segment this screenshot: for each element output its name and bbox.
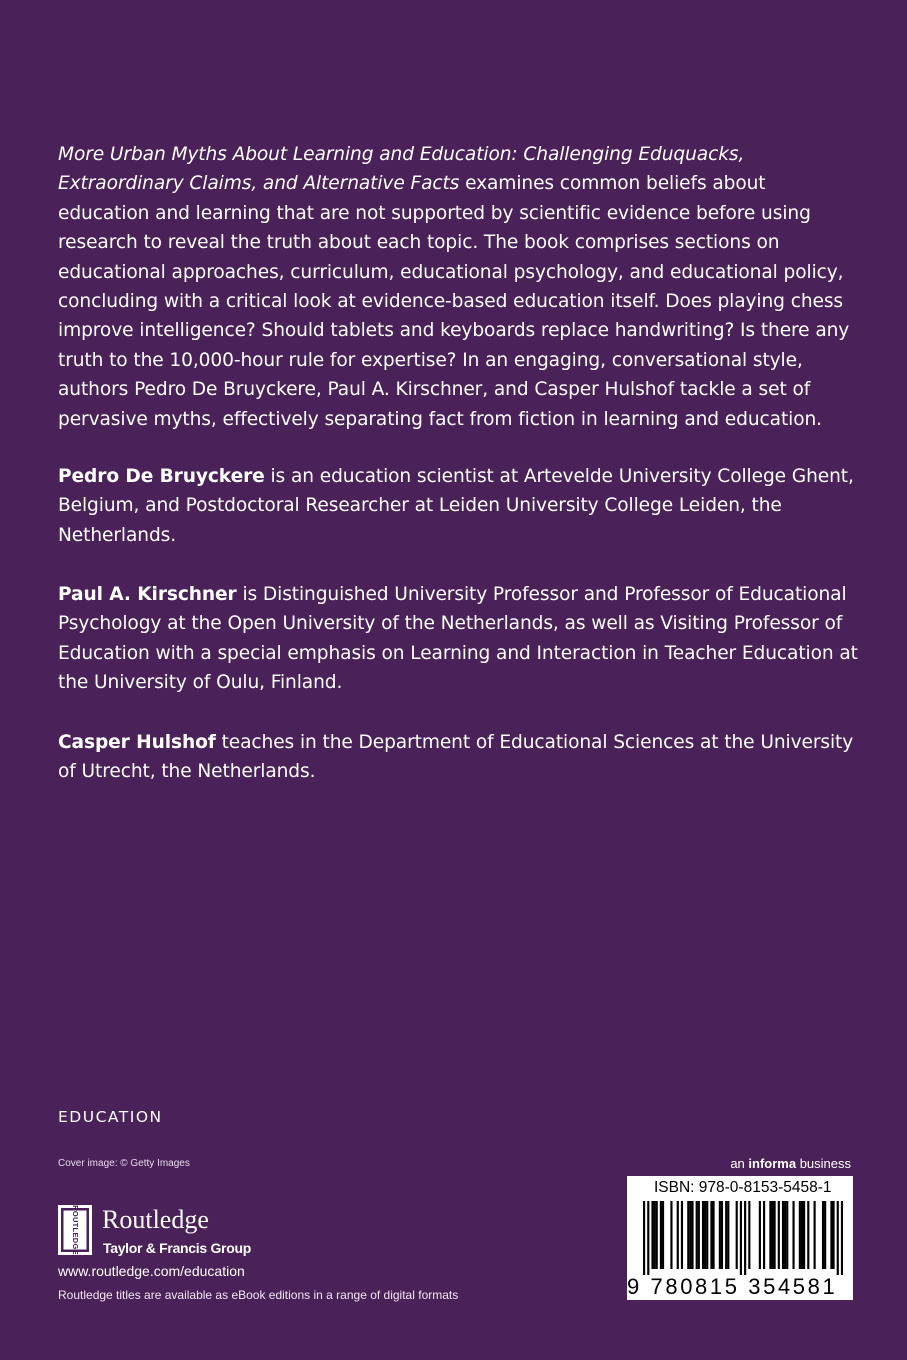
- barcode-bar: [643, 1201, 645, 1275]
- informa-prefix: an: [730, 1156, 749, 1171]
- cover-image-credit: Cover image: © Getty Images: [58, 1158, 190, 1169]
- barcode-bar: [702, 1201, 704, 1269]
- author-name: Pedro De Bruyckere: [58, 466, 265, 487]
- barcode-bar: [719, 1201, 721, 1269]
- publisher-website-link[interactable]: www.routledge.com/education: [58, 1263, 245, 1279]
- barcode-bar: [651, 1201, 653, 1269]
- barcode-bar: [763, 1201, 765, 1269]
- author-name: Casper Hulshof: [58, 732, 216, 753]
- barcode-bars: [633, 1201, 847, 1275]
- publisher-name: Routledge: [102, 1205, 209, 1234]
- author-bio-text: is an education scientist at Artevelde University College Ghent, Belgium, and Postdoctoral Researcher at Leiden University College Leiden, the Netherlands.: [58, 466, 854, 546]
- barcode-bar: [656, 1201, 658, 1269]
- barcode-bar: [824, 1201, 826, 1269]
- barcode-bar: [721, 1201, 723, 1269]
- routledge-logo-icon: [58, 1205, 92, 1255]
- informa-brand: informa: [748, 1156, 797, 1171]
- barcode-bar: [740, 1201, 742, 1275]
- barcode-bar: [727, 1201, 729, 1269]
- barcode-bar: [670, 1201, 672, 1269]
- barcode-bar: [801, 1201, 803, 1269]
- informa-business-tag: [730, 1156, 851, 1171]
- barcode-bar: [744, 1201, 746, 1275]
- barcode-bar: [706, 1201, 708, 1269]
- svg-text:ROUTLEDGE: ROUTLEDGE: [71, 1205, 81, 1255]
- barcode-bar: [698, 1201, 700, 1269]
- barcode-bar: [799, 1201, 801, 1269]
- barcode-bar: [647, 1201, 649, 1275]
- barcode-bar: [662, 1201, 664, 1269]
- publisher-group: Taylor & Francis Group: [103, 1240, 251, 1256]
- barcode-bar: [748, 1201, 750, 1269]
- barcode-bar: [782, 1201, 784, 1269]
- author-name: Paul A. Kirschner: [58, 584, 237, 605]
- barcode-bar: [830, 1201, 832, 1269]
- author-bio-text: is Distinguished University Professor and Professor of Educational Psychology at the Open University of the Netherlands, as well as Visiting Professor of Education with a special emphasis on Learning and Interaction in Teacher Education at the University of Oulu, Finland.: [58, 584, 858, 694]
- barcode-bar: [689, 1201, 691, 1269]
- barcode-bar: [769, 1201, 771, 1269]
- barcode-bar: [837, 1201, 839, 1275]
- barcode-bar: [786, 1201, 788, 1269]
- barcode-bar: [792, 1201, 794, 1269]
- book-title-line-2: Extraordinary Claims, and Alternative Facts: [58, 173, 460, 195]
- barcode-bar: [736, 1201, 738, 1269]
- subject-category: EDUCATION: [58, 1108, 163, 1126]
- barcode-bar: [778, 1201, 780, 1269]
- barcode-bar: [710, 1201, 712, 1269]
- barcode-bar: [759, 1201, 761, 1269]
- barcode-bar: [687, 1201, 689, 1269]
- barcode-bar: [681, 1201, 683, 1269]
- barcode-bar: [784, 1201, 786, 1269]
- barcode-bar: [725, 1201, 727, 1269]
- book-description: [58, 140, 858, 434]
- barcode-bar: [832, 1201, 834, 1269]
- barcode-bar: [660, 1201, 662, 1269]
- barcode-bar: [677, 1201, 679, 1269]
- author-bio-text: teaches in the Department of Educational Sciences at the University of Utrecht, the Netherlands.: [58, 732, 854, 783]
- barcode-bar: [803, 1201, 805, 1269]
- book-description-text: examines common beliefs about education and learning that are not supported by scientific evidence before using research to reveal the truth about each topic. The book comprises sections on educational approaches, curriculum, educational psychology, and educational policy, concluding with a critical look at evidence-based education itself. Does playing chess improve intelligence? Should tablets and keyboards replace handwriting? Is there any truth to the 10,000-hour rule for expertise? In an engaging, conversational style, authors Pedro De Bruyckere, Paul A. Kirschner, and Casper Hulshof tackle a set of pervasive myths, effectively separating fact from fiction in learning and education.: [58, 173, 850, 430]
- barcode-digits: 9 780815 354581: [627, 1274, 838, 1299]
- author-bio-kirschner: [58, 580, 858, 698]
- barcode-bar: [696, 1201, 698, 1269]
- barcode-bar: [771, 1201, 773, 1269]
- barcode-bar: [712, 1201, 714, 1269]
- barcode-bar: [822, 1201, 824, 1269]
- barcode-bar: [841, 1201, 843, 1275]
- author-bio-de-bruyckere: [58, 462, 858, 550]
- barcode-bar: [691, 1201, 693, 1269]
- barcode-bar: [807, 1201, 809, 1269]
- book-title-line-1: More Urban Myths About Learning and Education: Challenging Eduquacks,: [58, 144, 745, 165]
- ebook-availability-note: Routledge titles are available as eBook editions in a range of digital formats: [58, 1288, 459, 1302]
- isbn-label: ISBN: 978-0-8153-5458-1: [654, 1179, 832, 1196]
- isbn-barcode: [627, 1176, 853, 1300]
- barcode-bar: [704, 1201, 706, 1269]
- barcode-bar: [654, 1201, 656, 1269]
- barcode-bar: [774, 1201, 776, 1269]
- informa-suffix: business: [796, 1156, 851, 1171]
- barcode-bar: [814, 1201, 816, 1269]
- author-bio-hulshof: [58, 728, 858, 787]
